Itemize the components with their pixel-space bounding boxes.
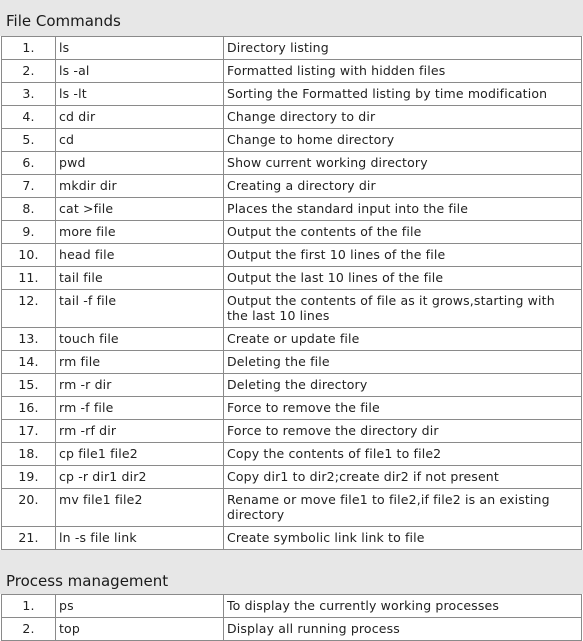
table-row — [2, 152, 582, 175]
description-cell: Create symbolic link link to file — [224, 527, 582, 550]
section-title-process-management — [0, 550, 583, 594]
command-cell: mv file1 file2 — [56, 489, 224, 527]
command-cell: tail -f file — [56, 290, 224, 328]
row-number: 1. — [2, 37, 56, 60]
table-row — [2, 527, 582, 550]
row-number: 3. — [2, 83, 56, 106]
command-cell: ls — [56, 37, 224, 60]
table-row — [2, 328, 582, 351]
description-cell: Deleting the directory — [224, 374, 582, 397]
table-row — [2, 420, 582, 443]
table-row — [2, 221, 582, 244]
row-number: 15. — [2, 374, 56, 397]
command-cell: ls -lt — [56, 83, 224, 106]
table-row — [2, 198, 582, 221]
row-number: 10. — [2, 244, 56, 267]
description-cell: Force to remove the directory dir — [224, 420, 582, 443]
table-row — [2, 397, 582, 420]
row-number: 13. — [2, 328, 56, 351]
description-cell: Places the standard input into the file — [224, 198, 582, 221]
description-cell: Display all running process — [224, 618, 582, 641]
process-management-table — [1, 594, 582, 641]
row-number: 16. — [2, 397, 56, 420]
command-cell: top — [56, 618, 224, 641]
section-title-file-commands — [0, 0, 583, 36]
section-title-text: Process management — [6, 572, 169, 590]
description-cell: To display the currently working processes — [224, 595, 582, 618]
row-number: 12. — [2, 290, 56, 328]
command-cell: ln -s file link — [56, 527, 224, 550]
command-cell: ls -al — [56, 60, 224, 83]
row-number: 8. — [2, 198, 56, 221]
table-row — [2, 374, 582, 397]
row-number: 17. — [2, 420, 56, 443]
row-number: 2. — [2, 60, 56, 83]
description-cell: Force to remove the file — [224, 397, 582, 420]
command-cell: cd — [56, 129, 224, 152]
table-row — [2, 595, 582, 618]
table-row — [2, 351, 582, 374]
command-cell: ps — [56, 595, 224, 618]
description-cell: Create or update file — [224, 328, 582, 351]
command-cell: rm -rf dir — [56, 420, 224, 443]
row-number: 14. — [2, 351, 56, 374]
row-number: 2. — [2, 618, 56, 641]
description-cell: Copy the contents of file1 to file2 — [224, 443, 582, 466]
description-cell: Output the last 10 lines of the file — [224, 267, 582, 290]
row-number: 4. — [2, 106, 56, 129]
command-cell: rm -f file — [56, 397, 224, 420]
command-cell: cp -r dir1 dir2 — [56, 466, 224, 489]
description-cell: Sorting the Formatted listing by time modification — [224, 83, 582, 106]
command-cell: rm file — [56, 351, 224, 374]
row-number: 7. — [2, 175, 56, 198]
table-row — [2, 244, 582, 267]
section-title-text: File Commands — [6, 12, 121, 30]
table-row — [2, 60, 582, 83]
description-cell: Rename or move file1 to file2,if file2 is an existing directory — [224, 489, 582, 527]
table-row — [2, 489, 582, 527]
description-cell: Formatted listing with hidden files — [224, 60, 582, 83]
file-commands-table — [1, 36, 582, 550]
description-cell: Change to home directory — [224, 129, 582, 152]
command-cell: rm -r dir — [56, 374, 224, 397]
command-cell: pwd — [56, 152, 224, 175]
command-cell: touch file — [56, 328, 224, 351]
table-row — [2, 175, 582, 198]
command-cell: tail file — [56, 267, 224, 290]
command-cell: head file — [56, 244, 224, 267]
table-row — [2, 106, 582, 129]
table-row — [2, 443, 582, 466]
description-cell: Directory listing — [224, 37, 582, 60]
table-row — [2, 290, 582, 328]
command-cell: mkdir dir — [56, 175, 224, 198]
row-number: 20. — [2, 489, 56, 527]
row-number: 6. — [2, 152, 56, 175]
description-cell: Change directory to dir — [224, 106, 582, 129]
row-number: 21. — [2, 527, 56, 550]
command-cell: more file — [56, 221, 224, 244]
description-cell: Copy dir1 to dir2;create dir2 if not present — [224, 466, 582, 489]
description-cell: Output the contents of the file — [224, 221, 582, 244]
row-number: 1. — [2, 595, 56, 618]
description-cell: Deleting the file — [224, 351, 582, 374]
row-number: 11. — [2, 267, 56, 290]
table-row — [2, 37, 582, 60]
table-row — [2, 466, 582, 489]
command-cell: cd dir — [56, 106, 224, 129]
row-number: 5. — [2, 129, 56, 152]
description-cell: Show current working directory — [224, 152, 582, 175]
table-row — [2, 83, 582, 106]
table-row — [2, 618, 582, 641]
row-number: 9. — [2, 221, 56, 244]
description-cell: Creating a directory dir — [224, 175, 582, 198]
file-commands-table-body — [2, 37, 582, 550]
row-number: 19. — [2, 466, 56, 489]
description-cell: Output the first 10 lines of the file — [224, 244, 582, 267]
table-row — [2, 267, 582, 290]
row-number: 18. — [2, 443, 56, 466]
command-cell: cat >file — [56, 198, 224, 221]
process-management-table-body — [2, 595, 582, 641]
command-cell: cp file1 file2 — [56, 443, 224, 466]
table-row — [2, 129, 582, 152]
description-cell: Output the contents of file as it grows,starting with the last 10 lines — [224, 290, 582, 328]
